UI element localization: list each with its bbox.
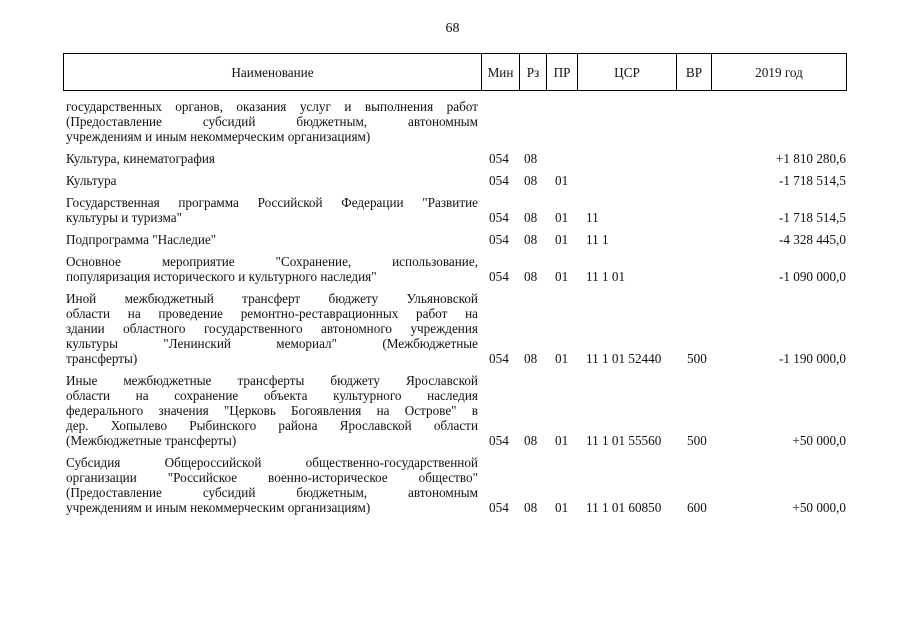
row-name-line: Государственная программа Российской Федерации "Развитие bbox=[66, 195, 478, 210]
cell-rz: 08 bbox=[524, 269, 538, 284]
table-row bbox=[0, 232, 905, 247]
cell-vr: 500 bbox=[687, 351, 707, 366]
row-name-line: (Предоставление субсидий бюджетным, автономным bbox=[66, 485, 478, 500]
cell-rz: 08 bbox=[524, 232, 538, 247]
cell-rz: 08 bbox=[524, 500, 538, 515]
cell-csr: 11 bbox=[586, 210, 599, 225]
row-codes bbox=[0, 210, 905, 225]
cell-min: 054 bbox=[489, 151, 509, 166]
table-row bbox=[0, 291, 905, 366]
cell-csr: 11 1 bbox=[586, 232, 609, 247]
row-name-line: области на сохранение объекта культурного наследия bbox=[66, 388, 478, 403]
cell-csr: 11 1 01 bbox=[586, 269, 626, 284]
row-name-line: культуры и туризма" bbox=[66, 210, 182, 225]
cell-min: 054 bbox=[489, 433, 509, 448]
table-header bbox=[63, 53, 847, 91]
cell-amount: -1 190 000,0 bbox=[778, 351, 846, 366]
row-name-line: Иные межбюджетные трансферты бюджету Ярославской bbox=[66, 373, 478, 388]
cell-rz: 08 bbox=[524, 173, 538, 188]
cell-amount: -1 090 000,0 bbox=[778, 269, 846, 284]
cell-pr: 01 bbox=[555, 173, 569, 188]
cell-min: 054 bbox=[489, 210, 509, 225]
cell-min: 054 bbox=[489, 173, 509, 188]
header-name: Наименование bbox=[231, 64, 314, 80]
cell-pr: 01 bbox=[555, 269, 569, 284]
header-min: Мин bbox=[481, 54, 519, 90]
row-name-line: государственных органов, оказания услуг и выполнения работ bbox=[66, 99, 478, 114]
row-name-line: (Предоставление субсидий бюджетным, автономным bbox=[66, 114, 478, 129]
row-codes bbox=[0, 151, 905, 166]
row-name-line: Подпрограмма "Наследие" bbox=[66, 232, 217, 247]
cell-csr: 11 1 01 60850 bbox=[586, 500, 662, 515]
row-name-line: трансферты) bbox=[66, 351, 138, 366]
cell-amount: +50 000,0 bbox=[792, 433, 846, 448]
row-codes bbox=[0, 500, 905, 515]
cell-pr: 01 bbox=[555, 232, 569, 247]
cell-amount: -4 328 445,0 bbox=[778, 232, 846, 247]
cell-rz: 08 bbox=[524, 210, 538, 225]
row-name-line: здании областного государственного автономного учреждения bbox=[66, 321, 478, 336]
cell-vr: 500 bbox=[687, 433, 707, 448]
cell-csr: 11 1 01 52440 bbox=[586, 351, 662, 366]
header-year: 2019 год bbox=[711, 54, 846, 90]
row-name-line: Культура, кинематография bbox=[66, 151, 215, 166]
row-name-line: (Межбюджетные трансферты) bbox=[66, 433, 237, 448]
cell-rz: 08 bbox=[524, 351, 538, 366]
cell-pr: 01 bbox=[555, 210, 569, 225]
row-name-line: учреждениям и иным некоммерческим организациям) bbox=[66, 129, 371, 144]
header-csr: ЦСР bbox=[577, 54, 676, 90]
table-body bbox=[0, 99, 905, 522]
row-name-line: культуры "Ленинский мемориал" (Межбюджетные bbox=[66, 336, 478, 351]
table-row bbox=[0, 151, 905, 166]
table-row bbox=[0, 455, 905, 515]
cell-pr: 01 bbox=[555, 433, 569, 448]
cell-pr: 01 bbox=[555, 500, 569, 515]
row-name-line: Культура bbox=[66, 173, 117, 188]
table-row bbox=[0, 173, 905, 188]
row-name-line: популяризация исторического и культурного наследия" bbox=[66, 269, 377, 284]
cell-min: 054 bbox=[489, 232, 509, 247]
cell-amount: +1 810 280,6 bbox=[775, 151, 846, 166]
row-name-line: области на проведение ремонтно-реставрационных работ на bbox=[66, 306, 478, 321]
row-codes bbox=[0, 433, 905, 448]
header-pr: ПР bbox=[546, 54, 577, 90]
row-name-line: Основное мероприятие "Сохранение, использование, bbox=[66, 254, 478, 269]
cell-rz: 08 bbox=[524, 151, 538, 166]
row-name-line: организации "Российское военно-историческое общество" bbox=[66, 470, 478, 485]
row-name-line: учреждениям и иным некоммерческим организациям) bbox=[66, 500, 371, 515]
cell-amount: +50 000,0 bbox=[792, 500, 846, 515]
cell-min: 054 bbox=[489, 269, 509, 284]
row-codes bbox=[0, 173, 905, 188]
row-name-line: Иной межбюджетный трансферт бюджету Ульяновской bbox=[66, 291, 478, 306]
cell-csr: 11 1 01 55560 bbox=[586, 433, 662, 448]
cell-amount: -1 718 514,5 bbox=[778, 210, 846, 225]
table-row bbox=[0, 373, 905, 448]
header-rz: Рз bbox=[519, 54, 546, 90]
cell-amount: -1 718 514,5 bbox=[778, 173, 846, 188]
cell-min: 054 bbox=[489, 351, 509, 366]
page-number: 68 bbox=[445, 21, 460, 36]
row-codes bbox=[0, 232, 905, 247]
header-vr: ВР bbox=[676, 54, 711, 90]
table-row bbox=[0, 99, 905, 144]
row-codes bbox=[0, 269, 905, 284]
cell-rz: 08 bbox=[524, 433, 538, 448]
row-codes bbox=[0, 129, 905, 144]
row-codes bbox=[0, 351, 905, 366]
row-name-line: дер. Хопылево Рыбинского района Ярославской области bbox=[66, 418, 478, 433]
cell-pr: 01 bbox=[555, 351, 569, 366]
cell-vr: 600 bbox=[687, 500, 707, 515]
row-name-line: Субсидия Общероссийской общественно-государственной bbox=[66, 455, 478, 470]
table-row bbox=[0, 254, 905, 284]
table-row bbox=[0, 195, 905, 225]
row-name-line: федерального значения "Церковь Богоявления на Острове" в bbox=[66, 403, 478, 418]
cell-min: 054 bbox=[489, 500, 509, 515]
